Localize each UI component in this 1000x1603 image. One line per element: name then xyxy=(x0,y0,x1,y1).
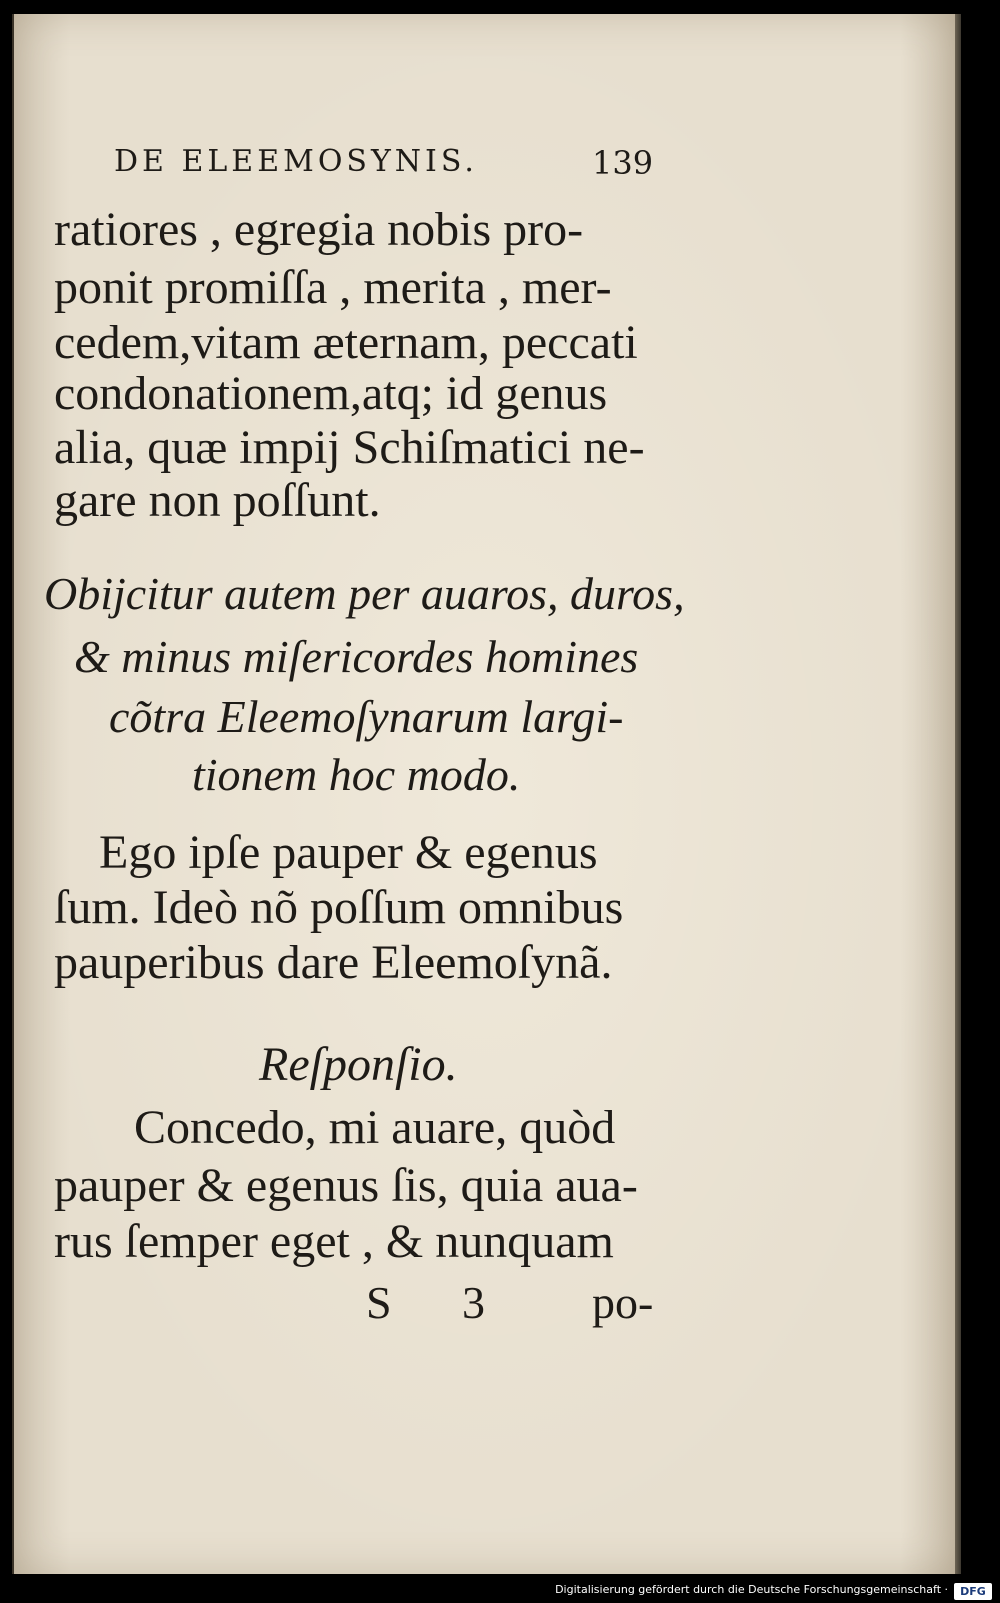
page-number: 139 xyxy=(592,144,654,182)
body-line: cedem,vitam æternam, peccati xyxy=(54,316,638,369)
dfg-logo-icon: DFG xyxy=(954,1583,992,1600)
objection-line: cõtra Eleemoſynarum largi- xyxy=(109,691,624,742)
footer-bar xyxy=(0,1580,1000,1603)
objection-line: & minus miſericordes homines xyxy=(74,631,639,682)
funding-notice: Digitalisierung gefördert durch die Deutsche Forschungsgemeinschaft · xyxy=(555,1583,948,1596)
body-line: condonationem,atq; id genus xyxy=(54,367,608,420)
body-line: gare non poſſunt. xyxy=(54,474,381,527)
body-line: ponit promiſſa , merita , mer- xyxy=(54,261,612,314)
objection-line: tionem hoc modo. xyxy=(192,749,521,800)
signature-number: 3 xyxy=(462,1277,485,1328)
body-line: Concedo, mi auare, quòd xyxy=(134,1101,616,1154)
body-line: ſum. Ideò nõ poſſum omnibus xyxy=(54,881,624,934)
response-heading: Reſponſio. xyxy=(259,1038,458,1091)
signature-mark: S xyxy=(366,1277,392,1328)
book-page xyxy=(12,14,957,1574)
body-line: alia, quæ impij Schiſmatici ne- xyxy=(54,421,645,474)
objection-line: Obijcitur autem per auaros, duros, xyxy=(44,568,685,619)
catchword: po- xyxy=(592,1277,654,1328)
body-line: pauper & egenus ſis, quia aua- xyxy=(54,1159,638,1212)
body-line: rus ſemper eget , & nunquam xyxy=(54,1215,614,1268)
signature-catchword-row xyxy=(354,1276,674,1336)
body-line: Ego ipſe pauper & egenus xyxy=(99,826,598,879)
page-edge xyxy=(955,14,961,1574)
body-line: pauperibus dare Eleemoſynã. xyxy=(54,936,613,989)
body-line: ratiores , egregia nobis pro- xyxy=(54,203,584,256)
running-head: DE ELEEMOSYNIS. xyxy=(114,144,478,179)
